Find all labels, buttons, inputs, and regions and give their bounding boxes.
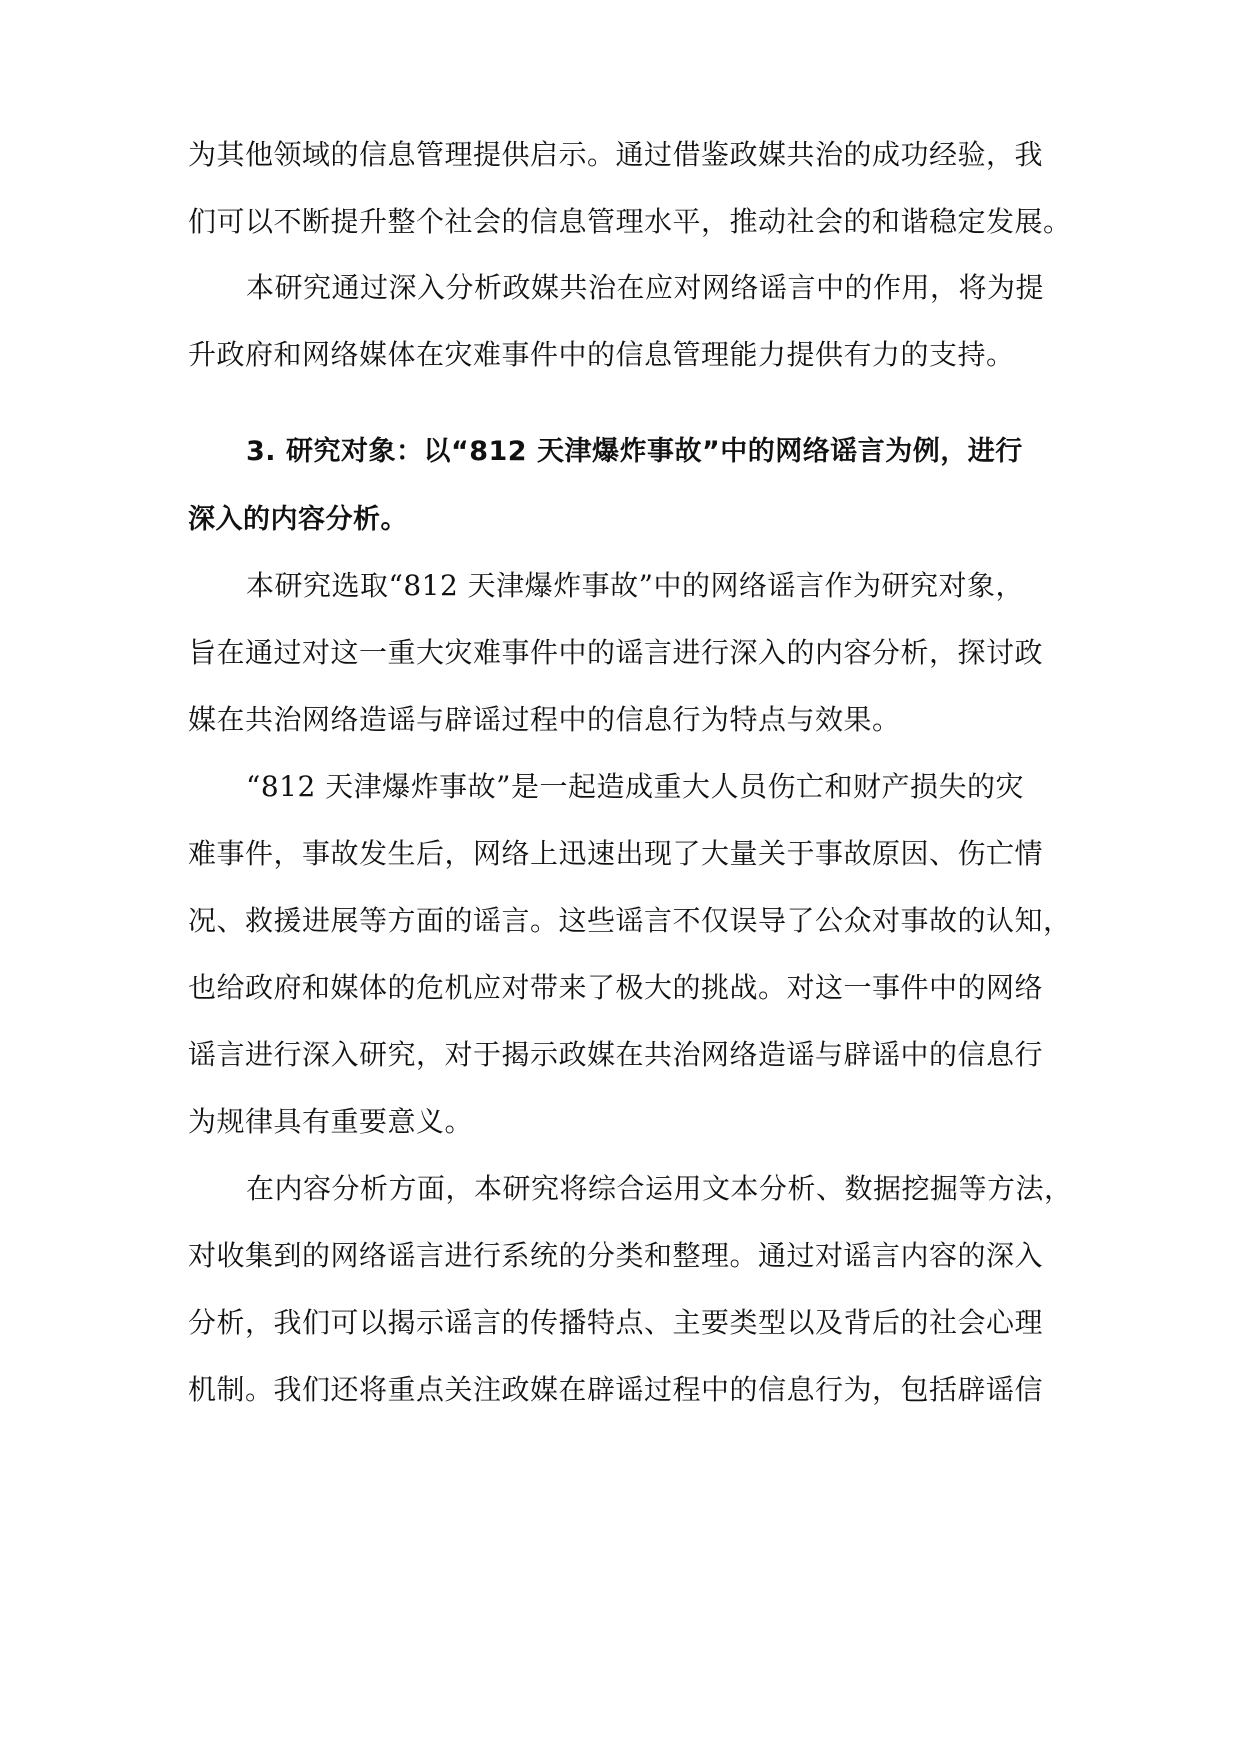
paragraph-line: 况、救援进展等方面的谣言。这些谣言不仅误导了公众对事故的认知， <box>188 904 1072 937</box>
paragraph-line: 谣言进行深入研究，对于揭示政媒在共治网络造谣与辟谣中的信息行 <box>188 1038 1044 1071</box>
paragraph-line: 为其他领域的信息管理提供启示。通过借鉴政媒共治的成功经验，我 <box>188 138 1044 171</box>
paragraph-line: “812 天津爆炸事故”是一起造成重大人员伤亡和财产损失的灾 <box>246 770 1024 803</box>
paragraph-line: 旨在通过对这一重大灾难事件中的谣言进行深入的内容分析，探讨政 <box>188 636 1044 669</box>
paragraph-line: 媒在共治网络造谣与辟谣过程中的信息行为特点与效果。 <box>188 703 901 736</box>
paragraph-line: 也给政府和媒体的危机应对带来了极大的挑战。对这一事件中的网络 <box>188 971 1044 1004</box>
paragraph-line: 们可以不断提升整个社会的信息管理水平，推动社会的和谐稳定发展。 <box>188 205 1072 238</box>
paragraph-line: 本研究通过深入分析政媒共治在应对网络谣言中的作用，将为提 <box>246 271 1045 304</box>
paragraph-line: 分析，我们可以揭示谣言的传播特点、主要类型以及背后的社会心理 <box>188 1306 1044 1339</box>
paragraph-line: 升政府和网络媒体在灾难事件中的信息管理能力提供有力的支持。 <box>188 338 1015 371</box>
paragraph-line: 机制。我们还将重点关注政媒在辟谣过程中的信息行为，包括辟谣信 <box>188 1373 1044 1406</box>
paragraph-line: 在内容分析方面，本研究将综合运用文本分析、数据挖掘等方法， <box>246 1172 1073 1205</box>
section-heading: 3. 研究对象：以“812 天津爆炸事故”中的网络谣言为例，进行 <box>246 436 1023 467</box>
paragraph-line: 本研究选取“812 天津爆炸事故”中的网络谣言作为研究对象， <box>246 569 1024 602</box>
paragraph-line: 为规律具有重要意义。 <box>188 1105 474 1138</box>
paragraph-line: 对收集到的网络谣言进行系统的分类和整理。通过对谣言内容的深入 <box>188 1239 1044 1272</box>
section-heading: 深入的内容分析。 <box>188 504 408 535</box>
paragraph-line: 难事件，事故发生后，网络上迅速出现了大量关于事故原因、伤亡情 <box>188 837 1044 870</box>
